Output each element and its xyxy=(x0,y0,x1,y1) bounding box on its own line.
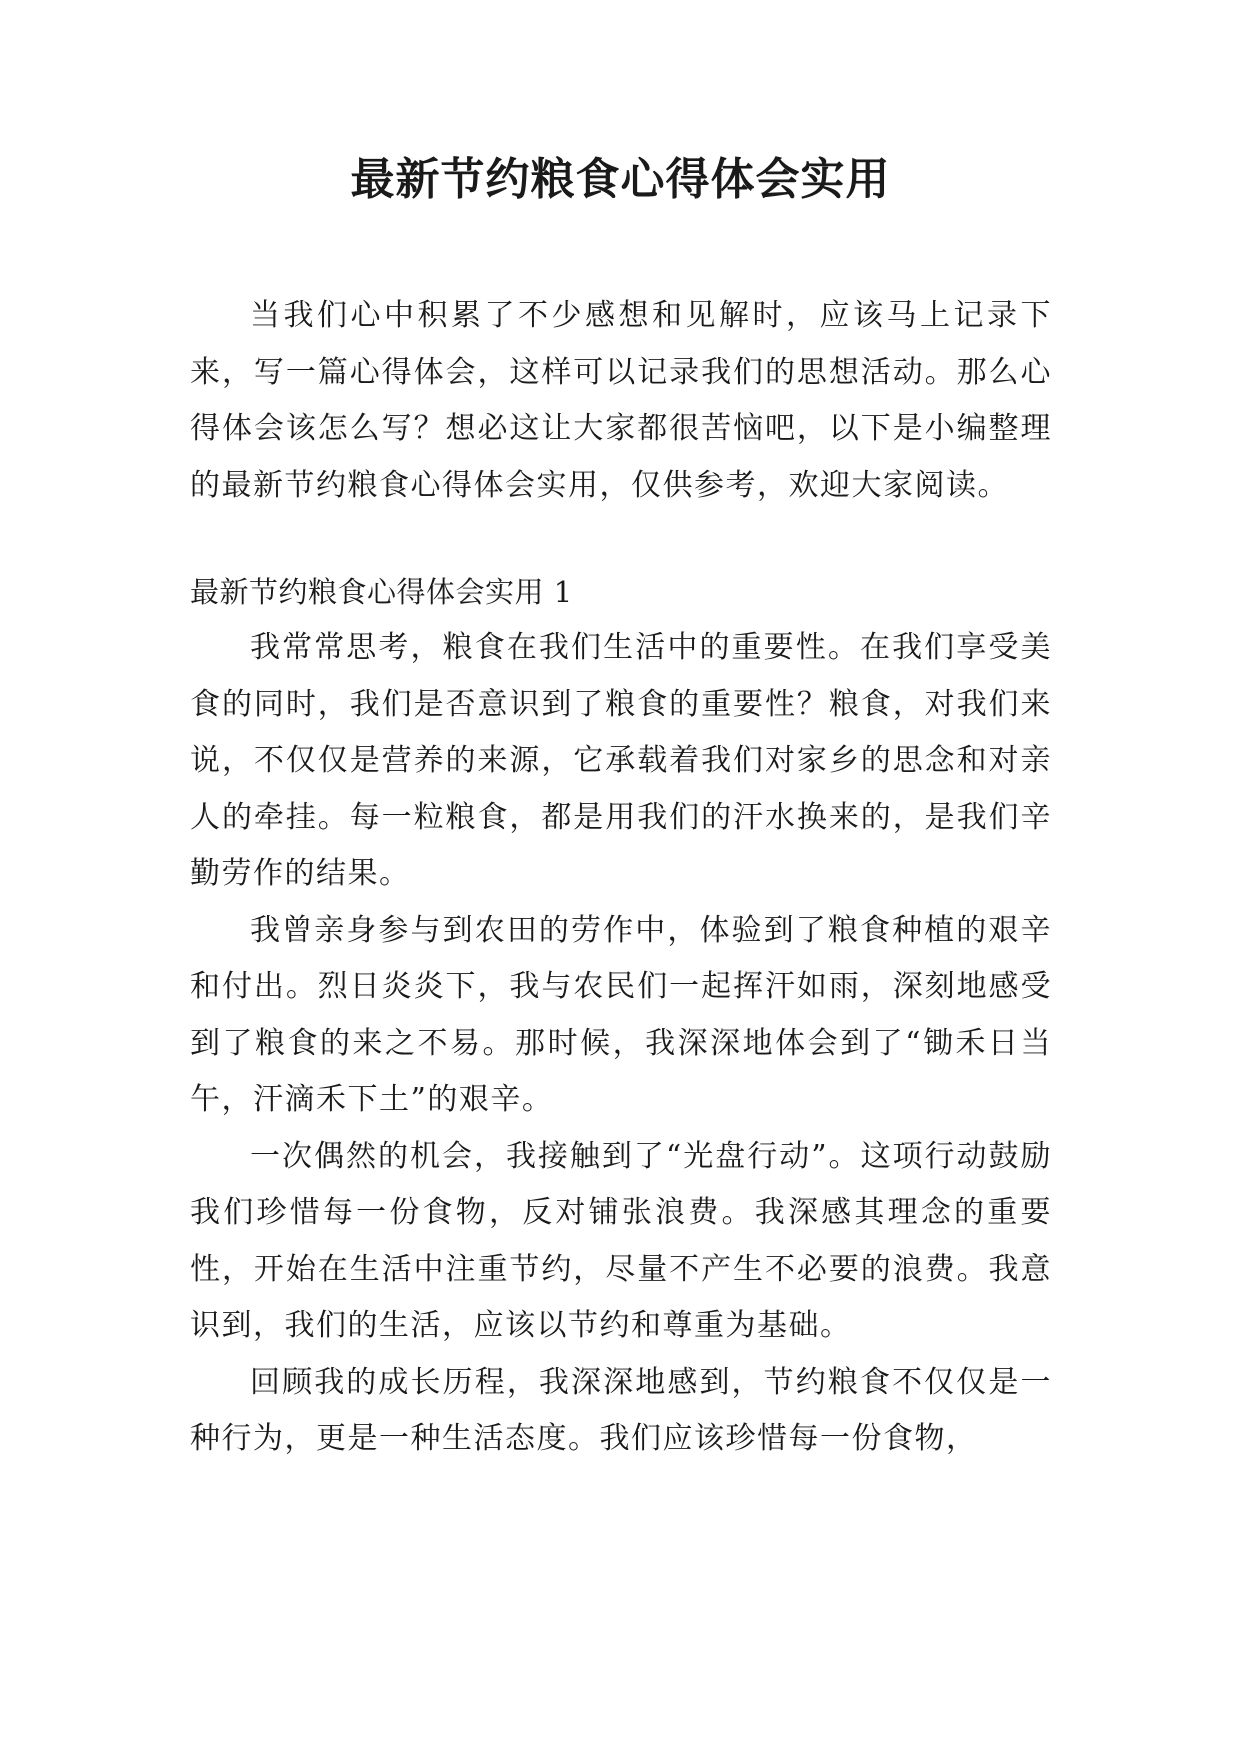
body-paragraph-3: 一次偶然的机会，我接触到了“光盘行动”。这项行动鼓励我们珍惜每一份食物，反对铺张浪费。我深感其理念的重要性，开始在生活中注重节约，尽量不产生不必要的浪费。我意识到，我们的生活，应该以节约和尊重为基础。 xyxy=(190,1138,1052,1343)
body-paragraph-2: 我曾亲身参与到农田的劳作中，体验到了粮食种植的艰辛和付出。烈日炎炎下，我与农民们一起挥汗如雨，深刻地感受到了粮食的来之不易。那时候，我深深地体会到了“锄禾日当午，汗滴禾下土”的艰辛。 xyxy=(190,912,1052,1117)
document-title: 最新节约粮食心得体会实用 xyxy=(350,154,891,205)
document-body xyxy=(190,288,1052,1468)
intro-paragraph: 当我们心中积累了不少感想和见解时，应该马上记录下来，写一篇心得体会，这样可以记录我们的思想活动。那么心得体会该怎么写？想必这让大家都很苦恼吧，以下是小编整理的最新节约粮食心得体会实用，仅供参考，欢迎大家阅读。 xyxy=(190,298,1052,503)
body-paragraph-4: 回顾我的成长历程，我深深地感到，节约粮食不仅仅是一种行为，更是一种生活态度。我们应该珍惜每一份食物， xyxy=(190,1364,1052,1456)
section-heading: 最新节约粮食心得体会实用 1 xyxy=(190,575,573,609)
body-paragraph-1: 我常常思考，粮食在我们生活中的重要性。在我们享受美食的同时，我们是否意识到了粮食的重要性？粮食，对我们来说，不仅仅是营养的来源，它承载着我们对家乡的思念和对亲人的牵挂。每一粒粮食，都是用我们的汗水换来的，是我们辛勤劳作的结果。 xyxy=(190,630,1052,891)
